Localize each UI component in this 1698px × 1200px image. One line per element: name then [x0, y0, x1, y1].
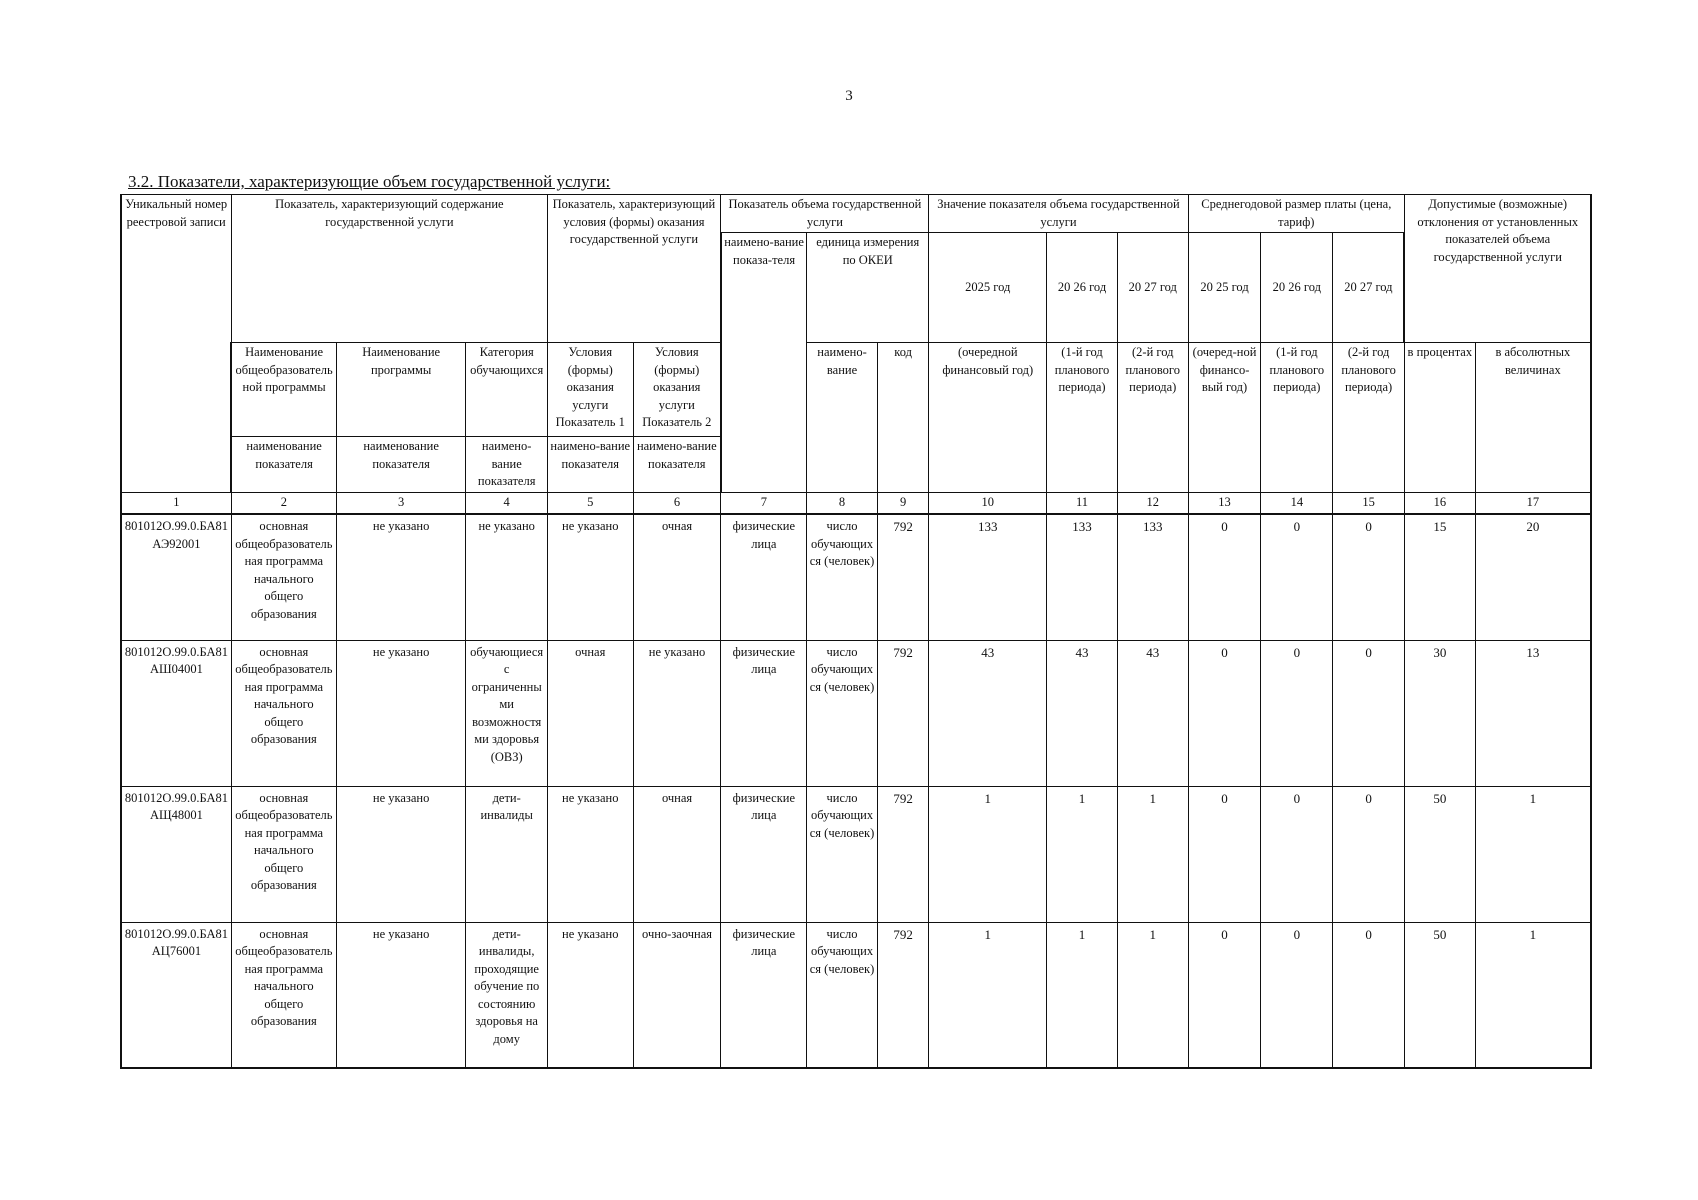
deviation-absolute: 1: [1475, 786, 1591, 922]
header-ind-name-4: наимено-вание показателя: [466, 437, 547, 493]
value-2027: 1: [1117, 922, 1188, 1068]
header-fee-group: Среднегодовой размер платы (цена, тариф): [1188, 195, 1404, 233]
program-name: основная общеобразовательная программа начального общего образования: [231, 514, 336, 640]
unit-code: 792: [877, 640, 928, 786]
page-number: 3: [845, 88, 853, 104]
program-name: основная общеобразовательная программа начального общего образования: [231, 922, 336, 1068]
header-ind-name-5: наимено-вание показателя: [547, 437, 633, 493]
column-number-cell: 16: [1404, 492, 1475, 514]
category: дети-инвалиды: [466, 786, 547, 922]
fee-2027: 0: [1333, 786, 1405, 922]
registry-number: 801012О.99.0.БА81АЦ76001: [121, 922, 231, 1068]
program-type: не указано: [336, 786, 466, 922]
value-2027: 43: [1117, 640, 1188, 786]
header-deviation-group: Допустимые (возможные) отклонения от установленных показателей объема государственной услуги: [1404, 195, 1591, 343]
header-year-2027: 20 27 год: [1117, 233, 1188, 343]
header-program-name: Наименование общеобразовательной программы: [231, 343, 336, 437]
fee-2026: 0: [1261, 786, 1333, 922]
unit-code: 792: [877, 514, 928, 640]
program-name: основная общеобразовательная программа начального общего образования: [231, 640, 336, 786]
header-fee-2027: 20 27 год: [1333, 233, 1405, 343]
header-registry: Уникальный номер реестровой записи: [121, 195, 231, 493]
fee-2025: 0: [1188, 514, 1261, 640]
fee-2025: 0: [1188, 922, 1261, 1068]
header-year-2025: 2025 год: [929, 233, 1047, 343]
header-value-group: Значение показателя объема государственной услуги: [929, 195, 1188, 233]
unit-code: 792: [877, 786, 928, 922]
column-number-cell: 4: [466, 492, 547, 514]
fee-2026: 0: [1261, 922, 1333, 1068]
category: обучающиеся с ограниченными возможностями здоровья (ОВЗ): [466, 640, 547, 786]
header-next-fin-year-short: (очеред-ной финансо-вый год): [1188, 343, 1261, 493]
header-fee-2025: 20 25 год: [1188, 233, 1261, 343]
condition-2: очная: [633, 786, 721, 922]
deviation-absolute: 13: [1475, 640, 1591, 786]
header-fee-plan2: (2-й год планового периода): [1333, 343, 1405, 493]
table-row: [121, 922, 1591, 1068]
volume-indicators-table: [120, 194, 1592, 1069]
header-ind-name-6: наимено-вание показателя: [633, 437, 721, 493]
header-fee-plan1: (1-й год планового периода): [1261, 343, 1333, 493]
header-cond2: Условия (формы) оказания услуги Показатель 2: [633, 343, 721, 437]
header-plan1: (1-й год планового периода): [1047, 343, 1118, 493]
indicator-name: физические лица: [721, 514, 807, 640]
condition-1: не указано: [547, 786, 633, 922]
unit-name: число обучающихся (человек): [807, 640, 878, 786]
value-2026: 1: [1047, 786, 1118, 922]
header-ind-name-2: наименование показателя: [231, 437, 336, 493]
header-ind-name-3: наименование показателя: [336, 437, 466, 493]
column-number-cell: 14: [1261, 492, 1333, 514]
deviation-absolute: 20: [1475, 514, 1591, 640]
header-volume-group: Показатель объема государственной услуги: [721, 195, 929, 233]
value-2025: 1: [929, 922, 1047, 1068]
fee-2027: 0: [1333, 922, 1405, 1068]
column-number-cell: 6: [633, 492, 721, 514]
table-row: [121, 640, 1591, 786]
header-unit-name: наимено-вание: [807, 343, 878, 493]
deviation-percent: 50: [1404, 786, 1475, 922]
column-number-cell: 17: [1475, 492, 1591, 514]
fee-2025: 0: [1188, 640, 1261, 786]
value-2025: 133: [929, 514, 1047, 640]
table-row: [121, 514, 1591, 640]
program-type: не указано: [336, 922, 466, 1068]
program-type: не указано: [336, 514, 466, 640]
header-volume-name: наимено-вание показа-теля: [721, 233, 807, 493]
value-2025: 1: [929, 786, 1047, 922]
category: дети-инвалиды, проходящие обучение по состоянию здоровья на дому: [466, 922, 547, 1068]
column-number-cell: 11: [1047, 492, 1118, 514]
fee-2027: 0: [1333, 514, 1405, 640]
unit-name: число обучающихся (человек): [807, 922, 878, 1068]
header-unit-okei: единица измерения по ОКЕИ: [807, 233, 929, 343]
header-in-absolute: в абсолютных величинах: [1475, 343, 1591, 493]
deviation-percent: 30: [1404, 640, 1475, 786]
condition-1: не указано: [547, 514, 633, 640]
column-number-cell: 2: [231, 492, 336, 514]
condition-1: очная: [547, 640, 633, 786]
condition-2: очно-заочная: [633, 922, 721, 1068]
column-number-cell: 12: [1117, 492, 1188, 514]
indicator-name: физические лица: [721, 786, 807, 922]
value-2027: 133: [1117, 514, 1188, 640]
fee-2025: 0: [1188, 786, 1261, 922]
deviation-percent: 15: [1404, 514, 1475, 640]
indicator-name: физические лица: [721, 922, 807, 1068]
column-number-cell: 7: [721, 492, 807, 514]
header-year-2026: 20 26 год: [1047, 233, 1118, 343]
indicator-name: физические лица: [721, 640, 807, 786]
fee-2026: 0: [1261, 514, 1333, 640]
fee-2027: 0: [1333, 640, 1405, 786]
value-2026: 1: [1047, 922, 1118, 1068]
header-plan2: (2-й год планового периода): [1117, 343, 1188, 493]
column-number-cell: 13: [1188, 492, 1261, 514]
deviation-absolute: 1: [1475, 922, 1591, 1068]
condition-2: не указано: [633, 640, 721, 786]
header-conditions-group: Показатель, характеризующий условия (формы) оказания государственной услуги: [547, 195, 721, 343]
column-number-cell: 5: [547, 492, 633, 514]
header-cond1: Условия (формы) оказания услуги Показатель 1: [547, 343, 633, 437]
value-2026: 133: [1047, 514, 1118, 640]
value-2027: 1: [1117, 786, 1188, 922]
condition-2: очная: [633, 514, 721, 640]
header-fee-2026: 20 26 год: [1261, 233, 1333, 343]
header-unit-code: код: [877, 343, 928, 493]
column-number-cell: 3: [336, 492, 466, 514]
column-number-cell: 15: [1333, 492, 1405, 514]
header-programs: Наименование программы: [336, 343, 466, 437]
column-number-cell: 1: [121, 492, 231, 514]
header-next-fin-year: (очередной финансовый год): [929, 343, 1047, 493]
program-type: не указано: [336, 640, 466, 786]
header-in-percent: в процентах: [1404, 343, 1475, 493]
unit-name: число обучающихся (человек): [807, 786, 878, 922]
registry-number: 801012О.99.0.БА81АЭ92001: [121, 514, 231, 640]
program-name: основная общеобразовательная программа начального общего образования: [231, 786, 336, 922]
condition-1: не указано: [547, 922, 633, 1068]
deviation-percent: 50: [1404, 922, 1475, 1068]
column-number-cell: 10: [929, 492, 1047, 514]
header-content-group: Показатель, характеризующий содержание государственной услуги: [231, 195, 547, 343]
unit-name: число обучающихся (человек): [807, 514, 878, 640]
registry-number: 801012О.99.0.БА81АЩ48001: [121, 786, 231, 922]
column-number-cell: 8: [807, 492, 878, 514]
section-title: 3.2. Показатели, характеризующие объем государственной услуги:: [128, 172, 611, 191]
fee-2026: 0: [1261, 640, 1333, 786]
table-row: [121, 786, 1591, 922]
unit-code: 792: [877, 922, 928, 1068]
column-number-cell: 9: [877, 492, 928, 514]
value-2026: 43: [1047, 640, 1118, 786]
value-2025: 43: [929, 640, 1047, 786]
category: не указано: [466, 514, 547, 640]
column-numbers-row: [121, 492, 1591, 514]
header-category: Категория обучающихся: [466, 343, 547, 437]
registry-number: 801012О.99.0.БА81АШ04001: [121, 640, 231, 786]
